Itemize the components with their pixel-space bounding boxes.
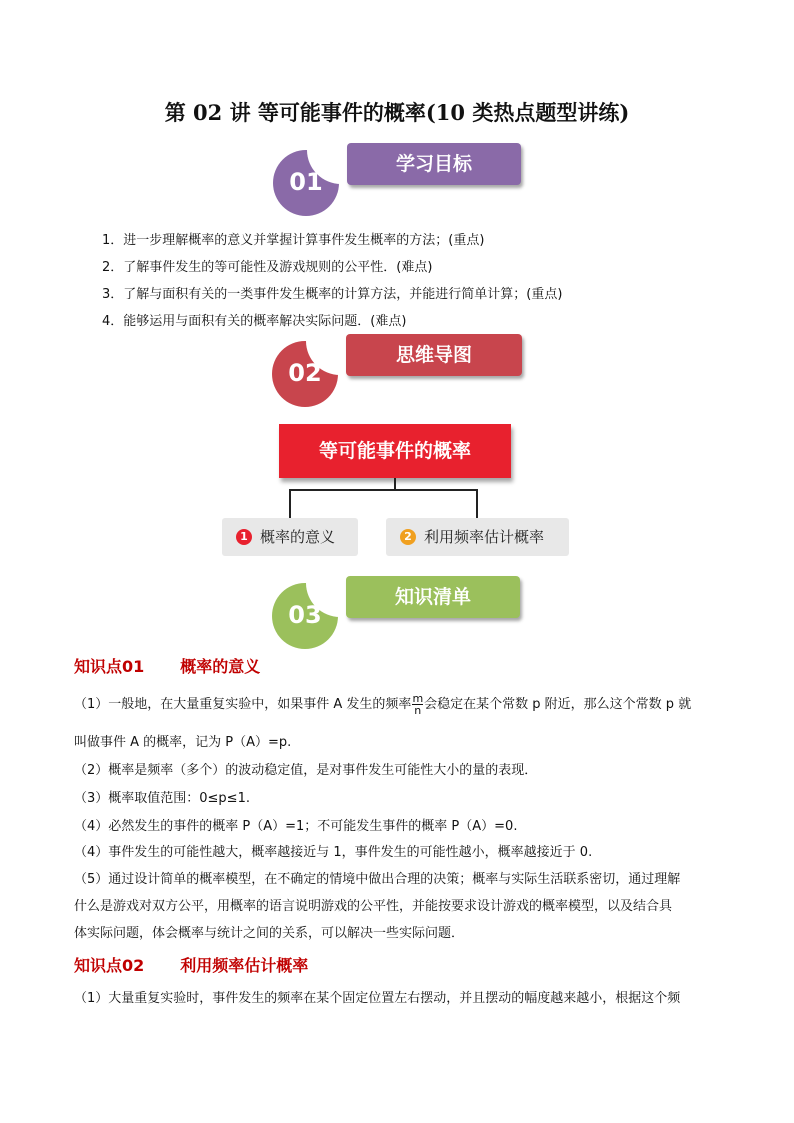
badge-number: 02 bbox=[288, 359, 322, 387]
fraction-numerator: m bbox=[412, 692, 424, 705]
badge-label: 思维导图 bbox=[346, 334, 522, 376]
paragraph: （1）大量重复实验时，事件发生的频率在某个固定位置左右摆动，并且摆动的幅度越来越小，根据这个频 bbox=[74, 991, 681, 1006]
paragraph: （2）概率是频率（多个）的波动稳定值，是对事件发生可能性大小的量的表现． bbox=[74, 763, 538, 778]
fraction bbox=[412, 693, 423, 716]
paragraph bbox=[74, 693, 724, 716]
mindmap-connector bbox=[289, 489, 478, 491]
mindmap-connector bbox=[476, 489, 478, 518]
badge-circle bbox=[272, 341, 338, 407]
badge-number: 01 bbox=[289, 168, 323, 196]
knowledge-point-tag: 知识点01 bbox=[74, 657, 145, 676]
badge-label: 学习目标 bbox=[347, 143, 521, 185]
mindmap-node bbox=[222, 518, 358, 556]
knowledge-point-label: 利用频率估计概率 bbox=[180, 956, 309, 975]
paragraph: （4）必然发生的事件的概率 P（A）=1；不可能发生事件的概率 P（A）=0. bbox=[74, 819, 518, 834]
number-badge-icon: 1 bbox=[236, 529, 252, 545]
badge-number: 03 bbox=[288, 601, 322, 629]
knowledge-point-tag: 知识点02 bbox=[74, 956, 145, 975]
text-span: 会稳定在某个常数 p 附近，那么这个常数 p 就 bbox=[424, 697, 692, 712]
paragraph: 叫做事件 A 的概率，记为 P（A）=p. bbox=[74, 735, 292, 750]
mindmap-connector bbox=[289, 489, 291, 518]
objective-item: 3．了解与面积有关的一类事件发生概率的计算方法，并能进行简单计算；(重点) bbox=[102, 287, 563, 302]
knowledge-point-label: 概率的意义 bbox=[180, 657, 261, 676]
badge-circle bbox=[272, 583, 338, 649]
badge-circle bbox=[273, 150, 339, 216]
objective-item: 1．进一步理解概率的意义并掌握计算事件发生概率的方法；(重点) bbox=[102, 233, 485, 248]
paragraph: 体实际问题，体会概率与统计之间的关系，可以解决一些实际问题． bbox=[74, 926, 465, 941]
fraction-denominator: n bbox=[414, 704, 422, 717]
paragraph: （3）概率取值范围：0≤p≤1. bbox=[74, 791, 250, 806]
mindmap-node bbox=[386, 518, 569, 556]
paragraph: （4）事件发生的可能性越大，概率越接近与 1，事件发生的可能性越小，概率越接近于 0. bbox=[74, 845, 593, 860]
knowledge-point-heading bbox=[74, 953, 308, 976]
text-span: （1）一般地，在大量重复实验中，如果事件 A 发生的频率 bbox=[74, 697, 412, 712]
badge-label: 知识清单 bbox=[346, 576, 520, 618]
objective-item: 4．能够运用与面积有关的概率解决实际问题．(难点) bbox=[102, 314, 407, 329]
knowledge-point-heading bbox=[74, 654, 260, 677]
paragraph: （5）通过设计简单的概率模型，在不确定的情境中做出合理的决策；概率与实际生活联系密切，通过理解 bbox=[74, 872, 681, 887]
objective-item: 2．了解事件发生的等可能性及游戏规则的公平性．(难点) bbox=[102, 260, 433, 275]
mindmap-root: 等可能事件的概率 bbox=[279, 424, 511, 478]
mindmap-node-label: 利用频率估计概率 bbox=[424, 528, 545, 546]
mindmap-node-label: 概率的意义 bbox=[260, 528, 336, 546]
paragraph: 什么是游戏对双方公平，用概率的语言说明游戏的公平性，并能按要求设计游戏的概率模型，以及结合具 bbox=[74, 899, 673, 914]
page-title: 第 02 讲 等可能事件的概率(10 类热点题型讲练) bbox=[164, 100, 630, 125]
number-badge-icon: 2 bbox=[400, 529, 416, 545]
